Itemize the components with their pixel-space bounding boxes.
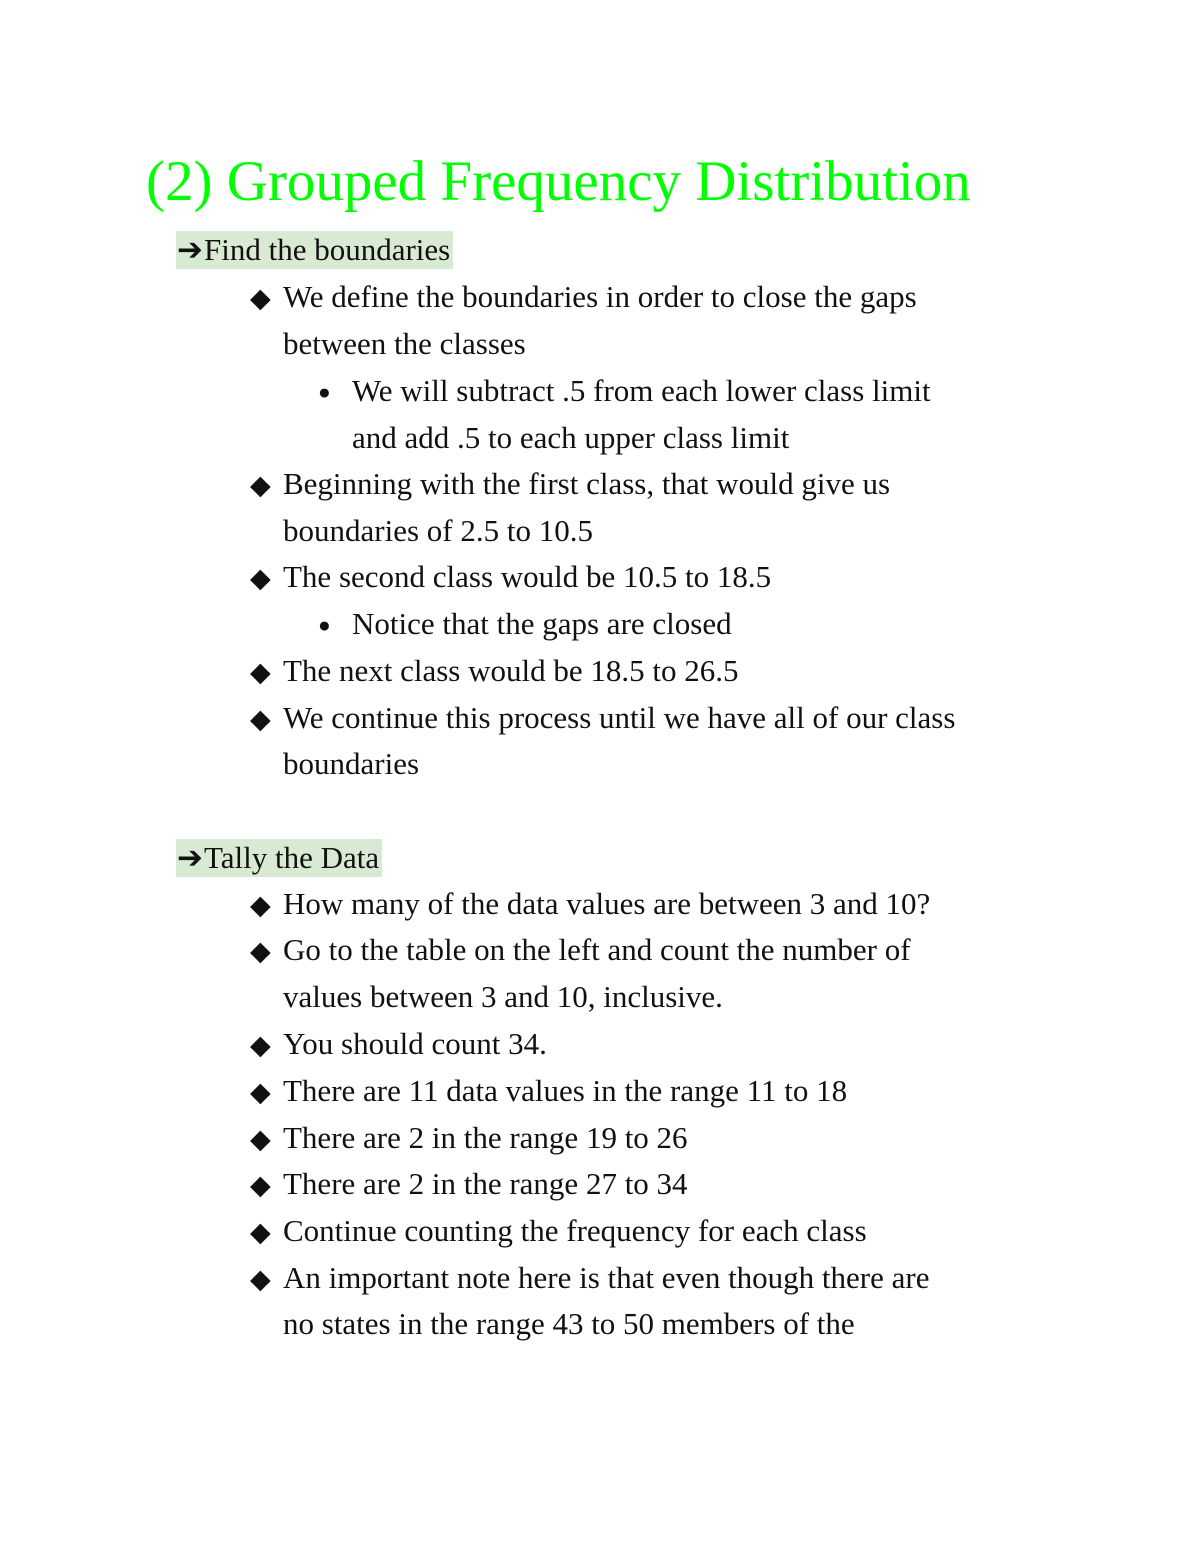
list-item-text: We define the boundaries in order to close the gaps xyxy=(283,279,917,314)
diamond-bullet-icon: ◆ xyxy=(250,936,271,966)
dot-bullet-icon: ● xyxy=(318,380,331,404)
diamond-bullet-icon: ◆ xyxy=(250,1030,271,1060)
section-heading-text: Tally the Data xyxy=(203,840,380,875)
list-item xyxy=(250,699,955,738)
list-item xyxy=(250,1259,929,1298)
section-heading-find-boundaries xyxy=(176,231,453,269)
diamond-bullet-icon: ◆ xyxy=(250,563,271,593)
diamond-bullet-icon: ◆ xyxy=(250,1124,271,1154)
arrow-bullet-icon: ➔ xyxy=(177,232,203,267)
list-item-continuation: boundaries of 2.5 to 10.5 xyxy=(283,513,593,548)
sub-list-item xyxy=(318,605,732,644)
diamond-bullet-icon: ◆ xyxy=(250,890,271,920)
list-item-text: An important note here is that even though there are xyxy=(283,1260,930,1295)
list-item-continuation: no states in the range 43 to 50 members of the xyxy=(283,1306,855,1341)
list-item-text: There are 11 data values in the range 11 to 18 xyxy=(283,1073,848,1108)
list-item-text: There are 2 in the range 27 to 34 xyxy=(283,1166,688,1201)
list-item-text: There are 2 in the range 19 to 26 xyxy=(283,1120,688,1155)
diamond-bullet-icon: ◆ xyxy=(250,657,271,687)
diamond-bullet-icon: ◆ xyxy=(250,1217,271,1247)
diamond-bullet-icon: ◆ xyxy=(250,283,271,313)
dot-bullet-icon: ● xyxy=(318,613,331,637)
diamond-bullet-icon: ◆ xyxy=(250,1077,271,1107)
diamond-bullet-icon: ◆ xyxy=(250,704,271,734)
section-heading-tally-data xyxy=(176,839,382,877)
list-item-text: The next class would be 18.5 to 26.5 xyxy=(283,653,739,688)
list-item xyxy=(250,885,930,924)
diamond-bullet-icon: ◆ xyxy=(250,1264,271,1294)
list-item xyxy=(250,652,738,691)
list-item-continuation: values between 3 and 10, inclusive. xyxy=(283,979,723,1014)
list-item xyxy=(250,465,890,504)
page-title: (2) Grouped Frequency Distribution xyxy=(146,150,971,213)
sub-list-item-text: Notice that the gaps are closed xyxy=(352,606,732,641)
sub-list-item-continuation: and add .5 to each upper class limit xyxy=(352,420,790,455)
list-item xyxy=(250,1072,847,1111)
list-item-text: Beginning with the first class, that would give us xyxy=(283,466,891,501)
list-item-text: Go to the table on the left and count the number of xyxy=(283,932,911,967)
sub-list-item xyxy=(318,372,931,411)
list-item-text: How many of the data values are between 3 and 10? xyxy=(283,886,931,921)
list-item-text: You should count 34. xyxy=(283,1026,547,1061)
list-item xyxy=(250,931,911,970)
list-item xyxy=(250,278,917,317)
list-item-text: The second class would be 10.5 to 18.5 xyxy=(283,559,772,594)
arrow-bullet-icon: ➔ xyxy=(177,840,203,875)
list-item-text: We continue this process until we have all of our class xyxy=(283,700,956,735)
sub-list-item-text: We will subtract .5 from each lower class limit xyxy=(352,373,931,408)
list-item xyxy=(250,1165,688,1204)
diamond-bullet-icon: ◆ xyxy=(250,1170,271,1200)
list-item xyxy=(250,1025,547,1064)
list-item-continuation: boundaries xyxy=(283,746,420,781)
section-heading-text: Find the boundaries xyxy=(203,232,451,267)
list-item xyxy=(250,1119,688,1158)
list-item xyxy=(250,558,771,597)
diamond-bullet-icon: ◆ xyxy=(250,470,271,500)
list-item xyxy=(250,1212,867,1251)
list-item-text: Continue counting the frequency for each class xyxy=(283,1213,867,1248)
list-item-continuation: between the classes xyxy=(283,326,526,361)
